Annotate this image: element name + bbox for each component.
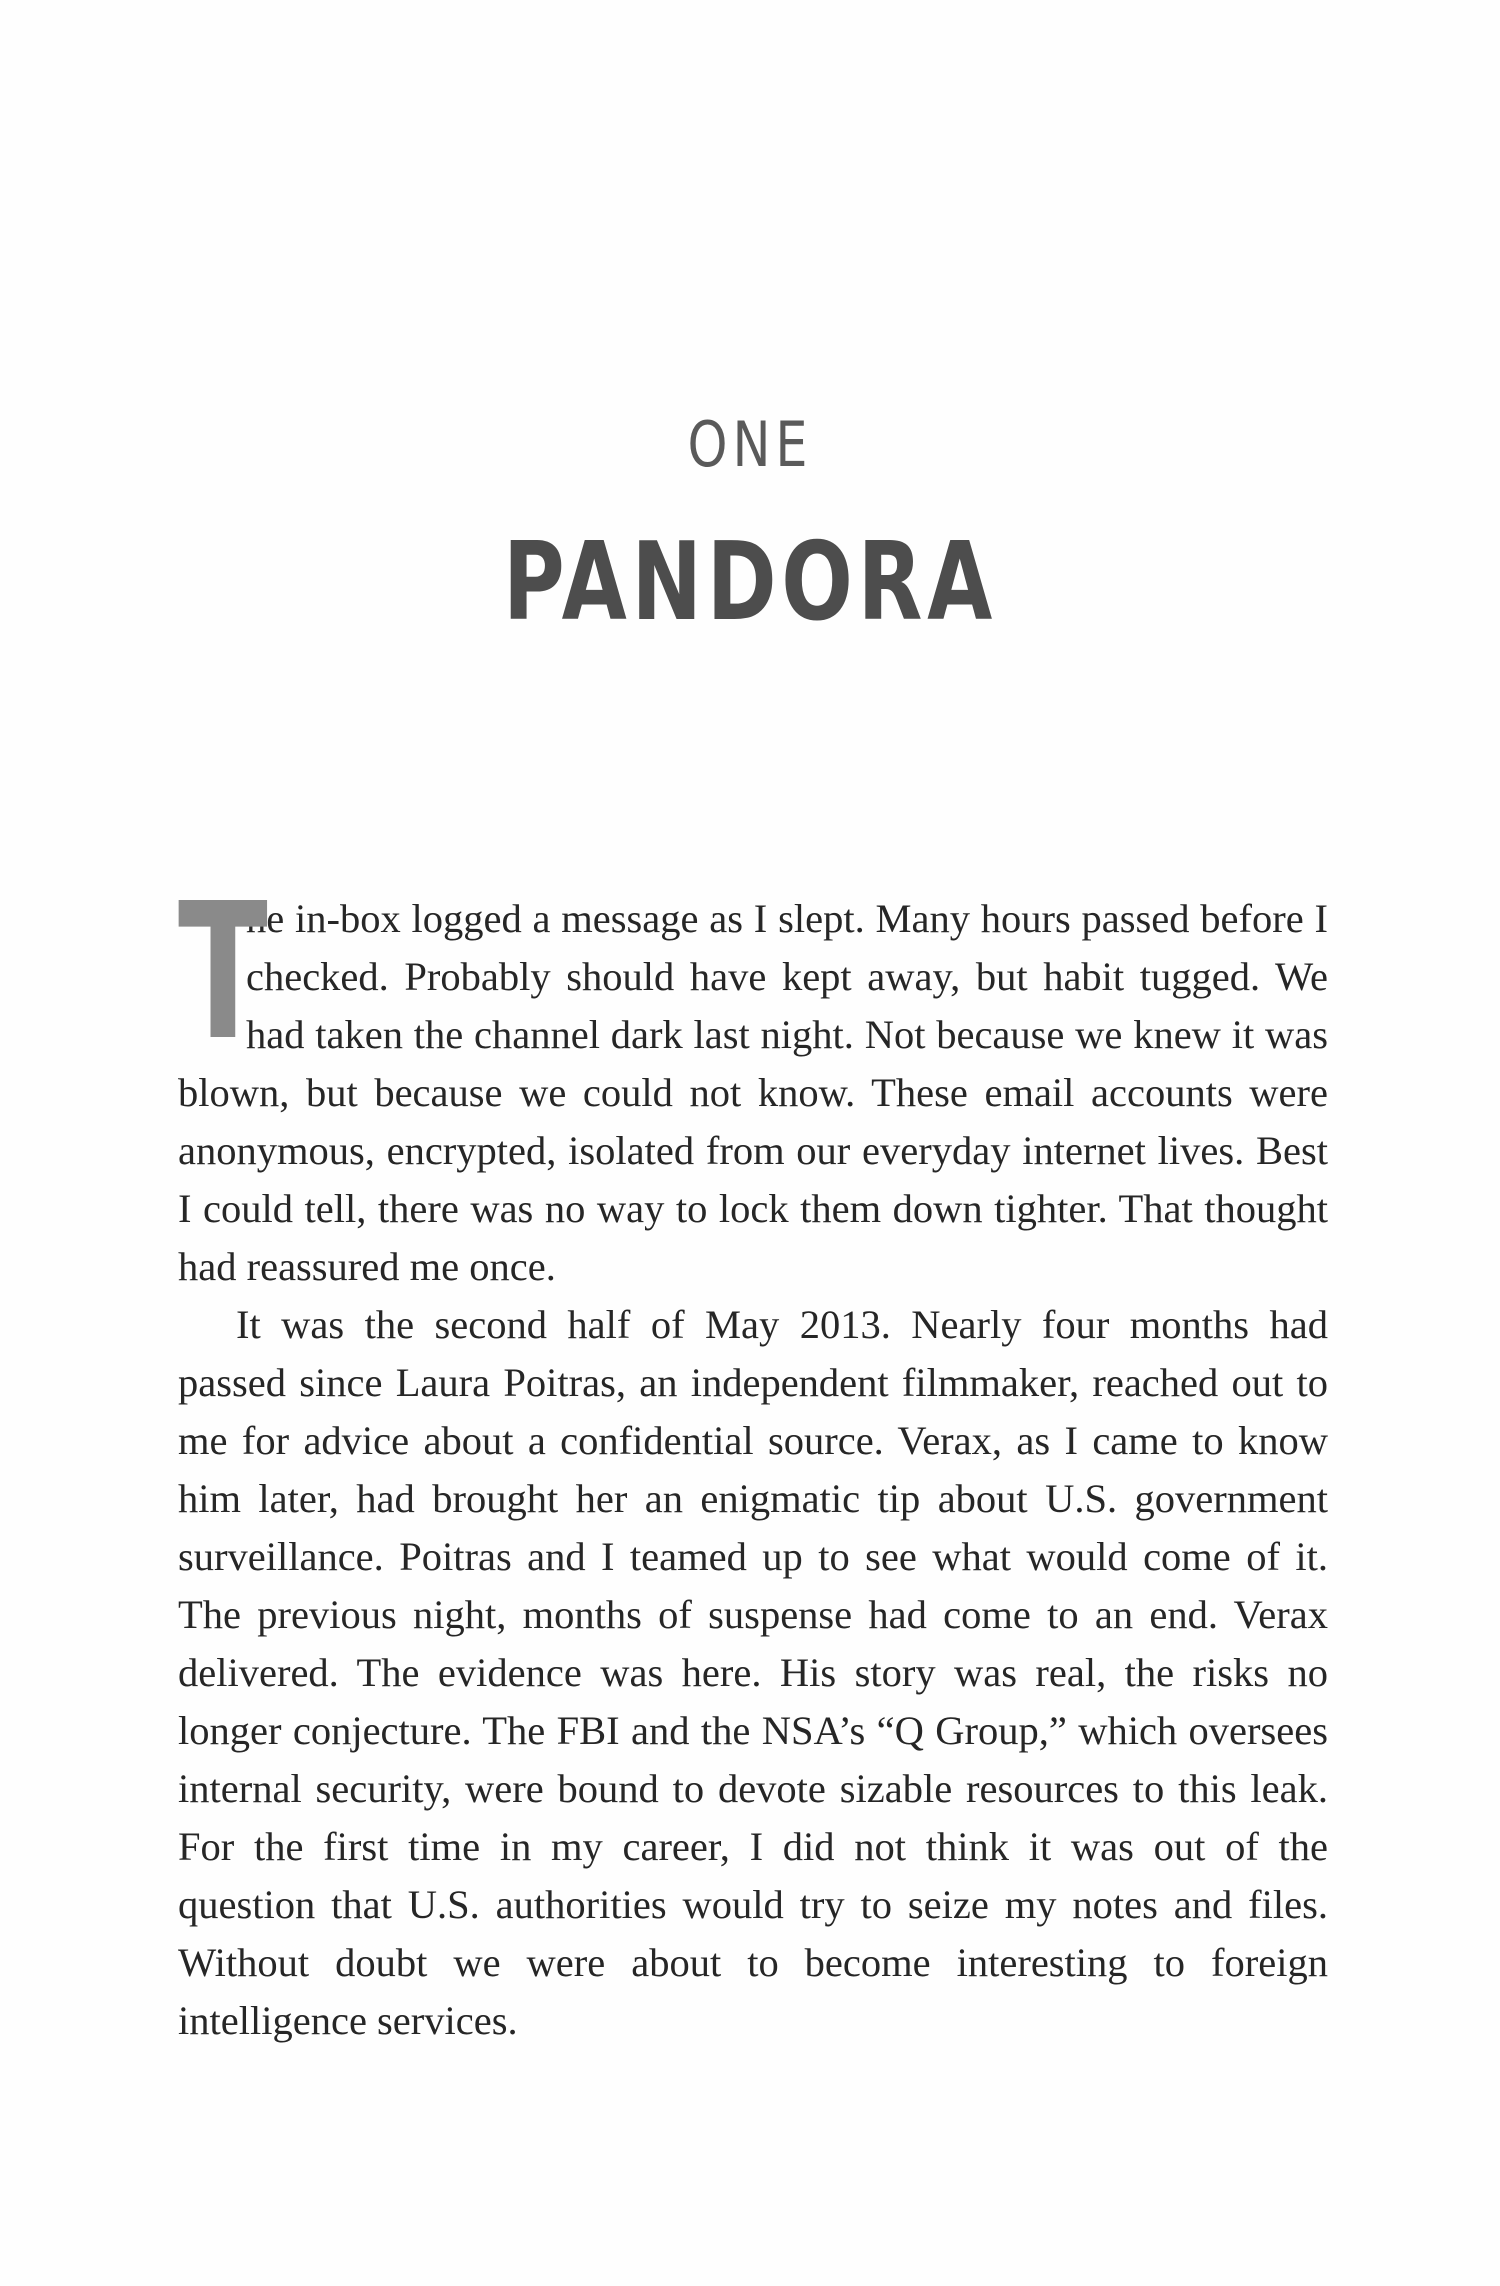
chapter-number: ONE	[687, 408, 813, 481]
chapter-title: PANDORA	[502, 520, 998, 645]
paragraph-1-text: he in-box logged a message as I slept. Many hours passed before I checked. Probably should have kept away, but habit tugged. We had taken the channel dark last night. Not because we knew it was blown, but because we could not know. These email accounts were anonymous, encrypted, isolated from our everyday internet lives. Best I could tell, there was no way to lock them down tighter. That thought had reassured me once.	[178, 896, 1328, 1289]
paragraph-2: It was the second half of May 2013. Nearly four months had passed since Laura Poitras, an independent filmmaker, reached out to me for advice about a confidential source. Verax, as I came to know him later, had brought her an enigmatic tip about U.S. government surveillance. Poitras and I teamed up to see what would come of it. The previous night, months of suspense had come to an end. Verax delivered. The evidence was here. His story was real, the risks no longer conjecture. The FBI and the NSA’s “Q Group,” which oversees internal security, were bound to devote sizable resources to this leak. For the first time in my career, I did not think it was out of the question that U.S. authorities would try to seize my notes and files. Without doubt we were about to become interesting to foreign intelligence services.	[178, 1302, 1328, 2043]
drop-cap: T	[178, 863, 268, 1082]
chapter-body	[178, 863, 1328, 2050]
paragraph-1	[178, 863, 1328, 1296]
